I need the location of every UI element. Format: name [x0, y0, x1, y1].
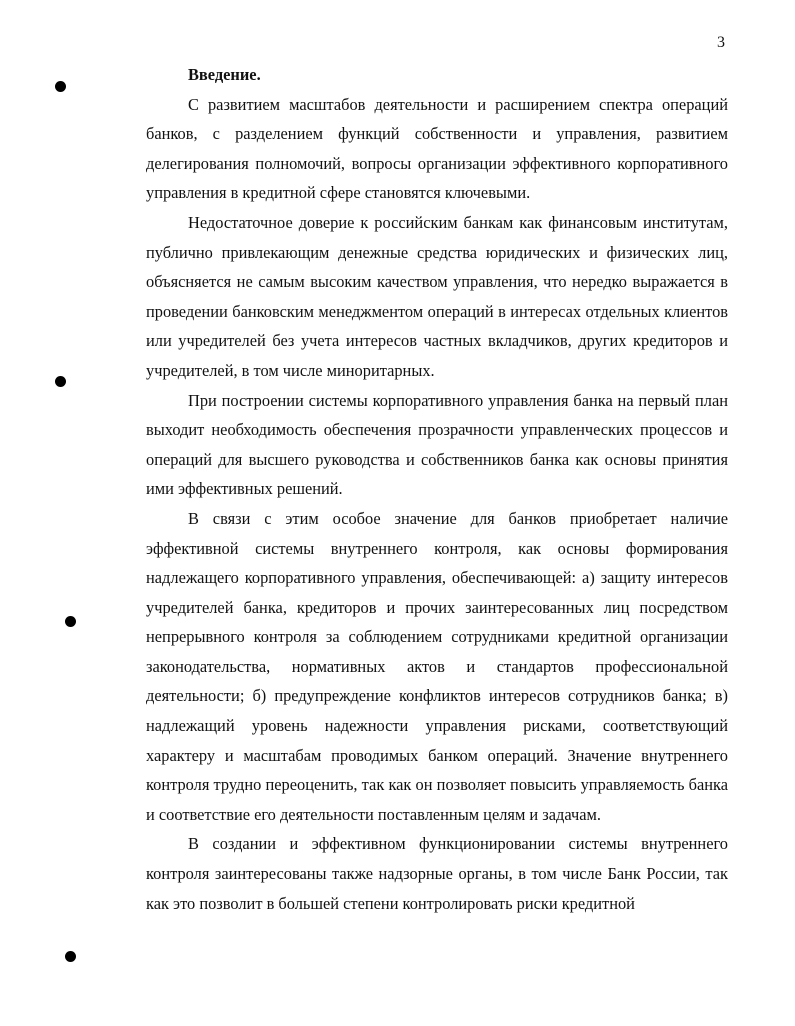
- paragraph-3: При построении системы корпоративного управления банка на первый план выходит необходимость обеспечения прозрачности управленческих процессов и операций для высшего руководства и собственников банка как основы принятия ими эффективных решений.: [146, 390, 728, 499]
- section-heading: Введение.: [188, 65, 261, 84]
- page-number: 3: [717, 34, 725, 51]
- paragraph-1: С развитием масштабов деятельности и расширением спектра операций банков, с разделением функций собственности и управления, развитием делегирования полномочий, вопросы организации эффективного корпоративного управления в кредитной сфере становятся ключевыми.: [146, 94, 728, 203]
- paragraph-2: Недостаточное доверие к российским банкам как финансовым институтам, публично привлекающим денежные средства юридических и физических лиц, объясняется не самым высоким качеством управления, что нередко выражается в проведении банковским менеджментом операций в интересах отдельных клиентов или учредителей без учета интересов частных вкладчиков, других кредиторов и учредителей, в том числе миноритарных.: [146, 212, 728, 380]
- binding-hole-2: [55, 376, 66, 387]
- binding-hole-4: [65, 951, 76, 962]
- document-body: [146, 60, 728, 918]
- paragraph-4: В связи с этим особое значение для банков приобретает наличие эффективной системы внутреннего контроля, как основы формирования надлежащего корпоративного управления, обеспечивающей: а) защиту интересов учредителей банка, кредиторов и прочих заинтересованных лиц посредством непрерывного контроля за соблюдением сотрудниками кредитной организации законодательства, нормативных актов и стандартов профессиональной деятельности; б) предупреждение конфликтов интересов сотрудников банка; в) надлежащий уровень надежности управления рисками, соответствующий характеру и масштабам проводимых банком операций. Значение внутреннего контроля трудно переоценить, так как он позволяет повысить управляемость банка и соответствие его деятельности поставленным целям и задачам.: [146, 508, 728, 824]
- binding-hole-3: [65, 616, 76, 627]
- paragraph-5: В создании и эффективном функционировании системы внутреннего контроля заинтересованы также надзорные органы, в том числе Банк России, так как это позволит в большей степени контролировать риски кредитной: [146, 834, 728, 913]
- binding-hole-1: [55, 81, 66, 92]
